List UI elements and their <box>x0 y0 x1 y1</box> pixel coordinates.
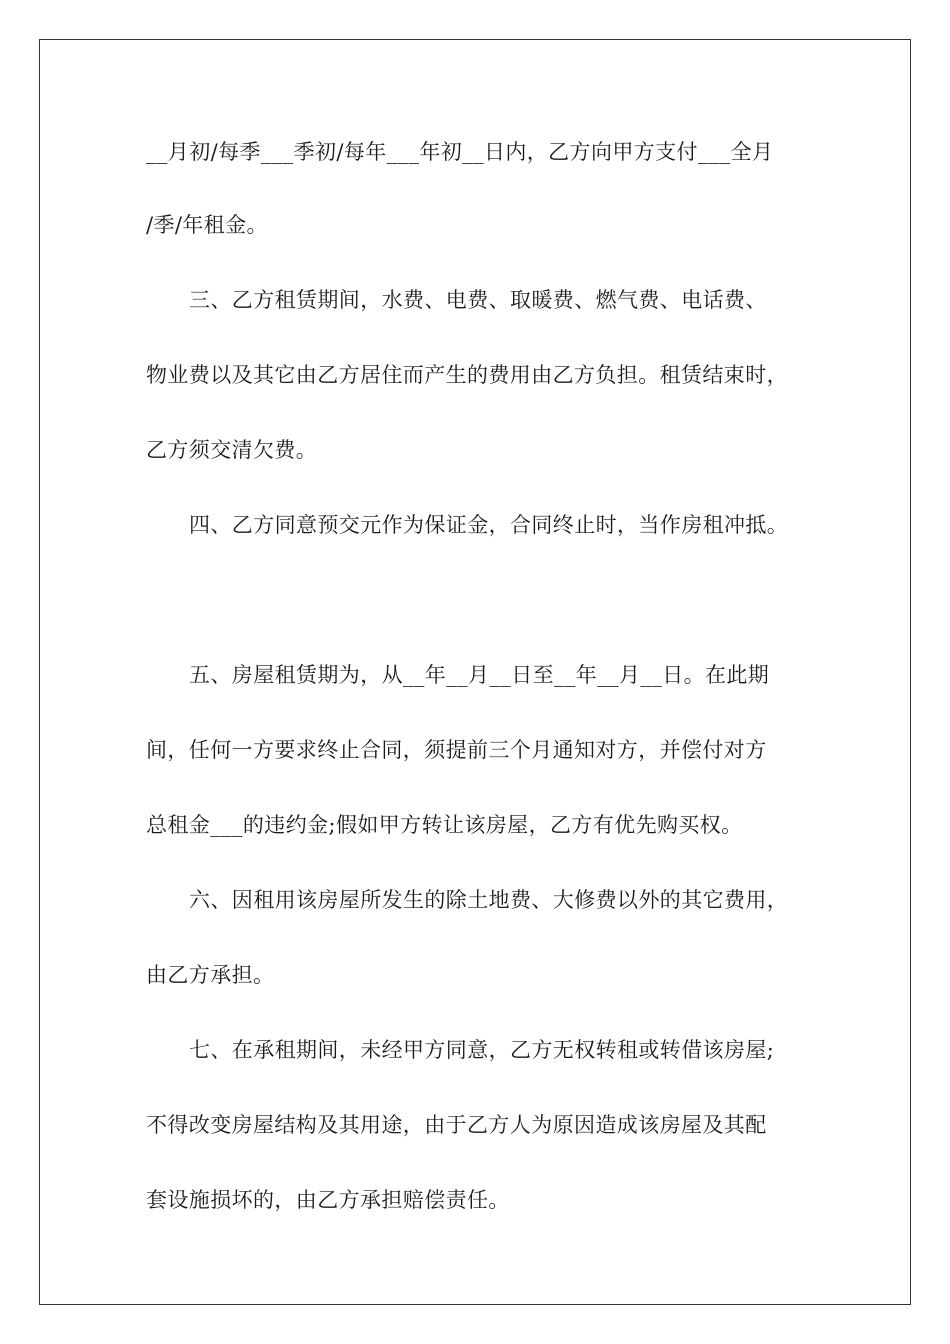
clause-2-line-1: __月初/每季___季初/每年___年初__日内，乙方向甲方支付___全月 <box>146 140 774 164</box>
clause-7-line-2: 不得改变房屋结构及其用途，由于乙方人为原因造成该房屋及其配 <box>146 1113 767 1137</box>
clause-6-line-1: 六、因租用该房屋所发生的除土地费、大修费以外的其它费用， <box>189 888 789 912</box>
clause-2-line-2: /季/年租金。 <box>146 213 268 237</box>
clause-4-line-1: 四、乙方同意预交元作为保证金，合同终止时，当作房租冲抵。 <box>189 513 789 537</box>
clause-3-line-3: 乙方须交清欠费。 <box>146 438 318 462</box>
clause-5-line-1: 五、房屋租赁期为，从__年__月__日至__年__月__日。在此期 <box>189 663 770 687</box>
clause-7-line-1: 七、在承租期间，未经甲方同意，乙方无权转租或转借该房屋; <box>189 1038 775 1062</box>
clause-5-line-3: 总租金___的违约金;假如甲方转让该房屋，乙方有优先购买权。 <box>146 813 743 837</box>
clause-5-line-2: 间，任何一方要求终止合同，须提前三个月通知对方，并偿付对方 <box>146 738 767 762</box>
clause-6-line-2: 由乙方承担。 <box>146 963 275 987</box>
clause-7-line-3: 套设施损坏的，由乙方承担赔偿责任。 <box>146 1188 510 1212</box>
clause-3-line-1: 三、乙方租赁期间，水费、电费、取暖费、燃气费、电话费、 <box>189 288 767 312</box>
clause-3-line-2: 物业费以及其它由乙方居住而产生的费用由乙方负担。租赁结束时， <box>146 363 788 387</box>
